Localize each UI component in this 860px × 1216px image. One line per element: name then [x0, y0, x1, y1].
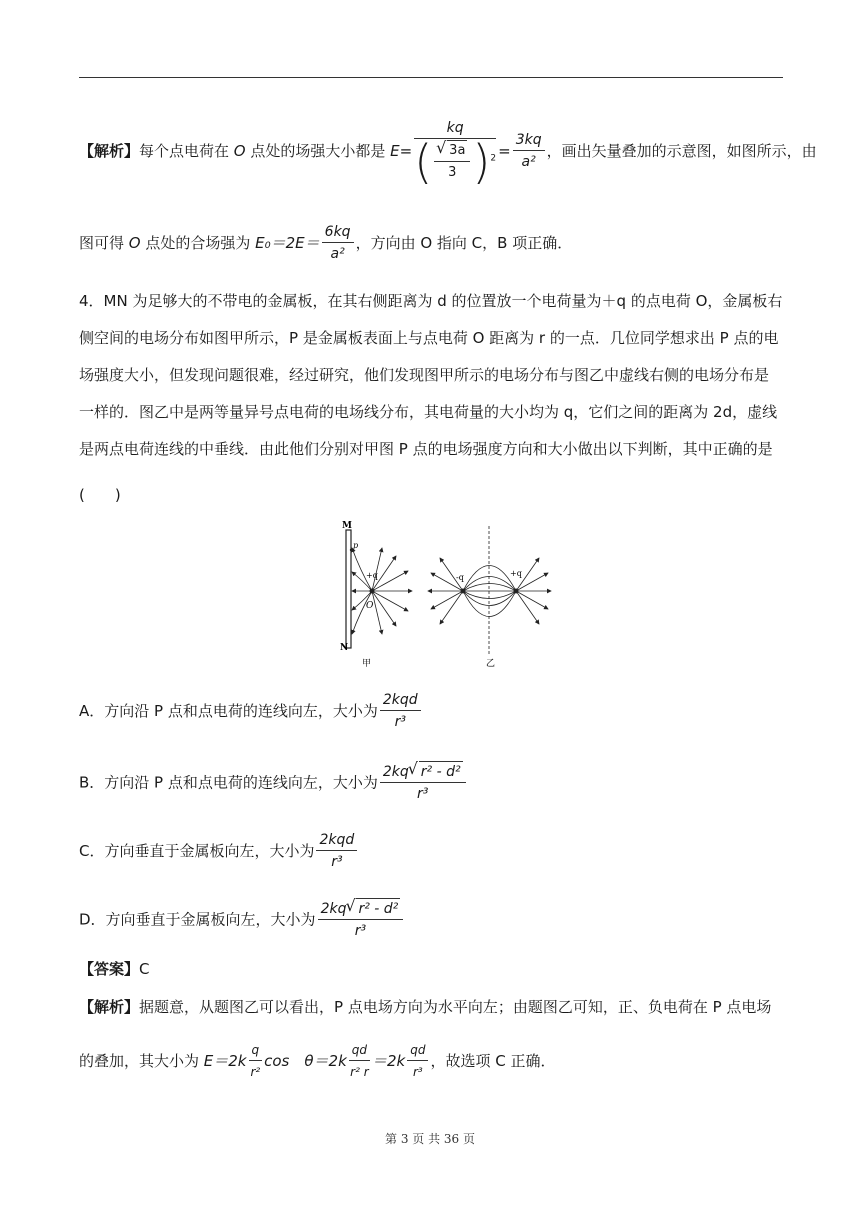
- analysis-line-2: 图可得 O 点处的合场强为 E₀＝2E＝ $\frac{6kq}{\text{a²}}$ ，方向由 O 指向 C，B 项正确．: [79, 222, 783, 265]
- analysis-tag: 【解析】: [79, 142, 140, 160]
- option-B: B．方向沿 P 点和点电荷的连线向左，大小为 $\frac{\text{2kq√ r² - d²}}{\text{r³}}$: [79, 761, 783, 805]
- page-footer: 第 3 页 共 36 页: [385, 1132, 475, 1146]
- option-D: D．方向垂直于金属板向左，大小为 $\frac{\text{2kq√ r² - d²}}{\text{r³}}$: [79, 898, 783, 942]
- label-plus-q-b: +q: [510, 569, 522, 578]
- answer-line: 【答案】C: [79, 960, 150, 978]
- header-rule: [79, 77, 783, 78]
- metal-plate: [346, 530, 351, 648]
- question-4-line-3: 场强度大小，但发现问题很难，经过研究，他们发现图甲所示的电场分布与图乙中虚线右侧的电场分布是: [79, 366, 770, 384]
- label-N: N: [340, 643, 349, 653]
- label-O: O: [366, 601, 374, 611]
- question-4-line-5: 是两点电荷连线的中垂线．由此他们分别对甲图 P 点的电场强度方向和大小做出以下判断，其中正确的是: [79, 440, 773, 458]
- label-yi: 乙: [486, 659, 496, 669]
- option-C: C．方向垂直于金属板向左，大小为 $\frac{\text{2kqd}}{\text{r³}}$: [79, 830, 783, 873]
- sum-fraction: $\frac{6kq}{\text{a²}}$: [322, 222, 354, 265]
- question-4-line-4: 一样的．图乙中是两等量异号点电荷的电场线分布，其电荷量的大小均为 q，它们之间的距离为 2d，虚线: [79, 403, 778, 421]
- label-p: p: [353, 541, 359, 550]
- question-4-line-1: 4．MN 为足够大的不带电的金属板，在其右侧距离为 d 的位置放一个电荷量为＋q 的点电荷 O，金属板右: [79, 292, 783, 310]
- field-fraction: kq ( √ $\frac{3a}{3}$ )$^2$: [414, 118, 496, 185]
- electric-field-figure: [336, 518, 586, 670]
- label-jia: 甲: [362, 659, 372, 669]
- question-4-line-2: 侧空间的电场分布如图甲所示，P 是金属板表面上与点电荷 O 距离为 r 的一点．几位同学想求出 P 点的电: [79, 329, 779, 347]
- answer-value: C: [139, 960, 150, 978]
- label-minus-q: -q: [456, 573, 464, 582]
- label-M: M: [342, 521, 352, 531]
- option-A: A．方向沿 P 点和点电荷的连线向左，大小为 $\frac{\text{2kqd}}{\text{r³}}$: [79, 690, 783, 733]
- result-fraction: $\frac{3kq}{\text{a²}}$: [513, 130, 545, 173]
- analysis-line-1: 【解析】每个点电荷在 O 点处的场强大小都是 E= kq ( √ $\frac{3a}{3}$ )$^2$ = $\frac{3kq}{\text{a²}}$ ，画出矢量叠加的示意图，如图所示，由: [79, 118, 783, 185]
- analysis-line-4: 的叠加，其大小为 E＝2k $\frac{q}{\text{r²}}$ cos θ＝2k $\frac{qd}{\text{r² r}}$ ＝2k $\frac{qd}{\text{r³}}$ ，故选项 C 正确．: [79, 1040, 783, 1083]
- field-lines-yi: [428, 558, 551, 624]
- question-4-bracket: ( ): [79, 486, 121, 504]
- analysis-line-3: 【解析】据题意，从题图乙可以看出，P 点电场方向为水平向左；由题图乙可知，正、负电荷在 P 点电场: [79, 998, 772, 1016]
- field-lines-jia: [352, 548, 412, 634]
- label-plus-q-a: +q: [366, 571, 378, 580]
